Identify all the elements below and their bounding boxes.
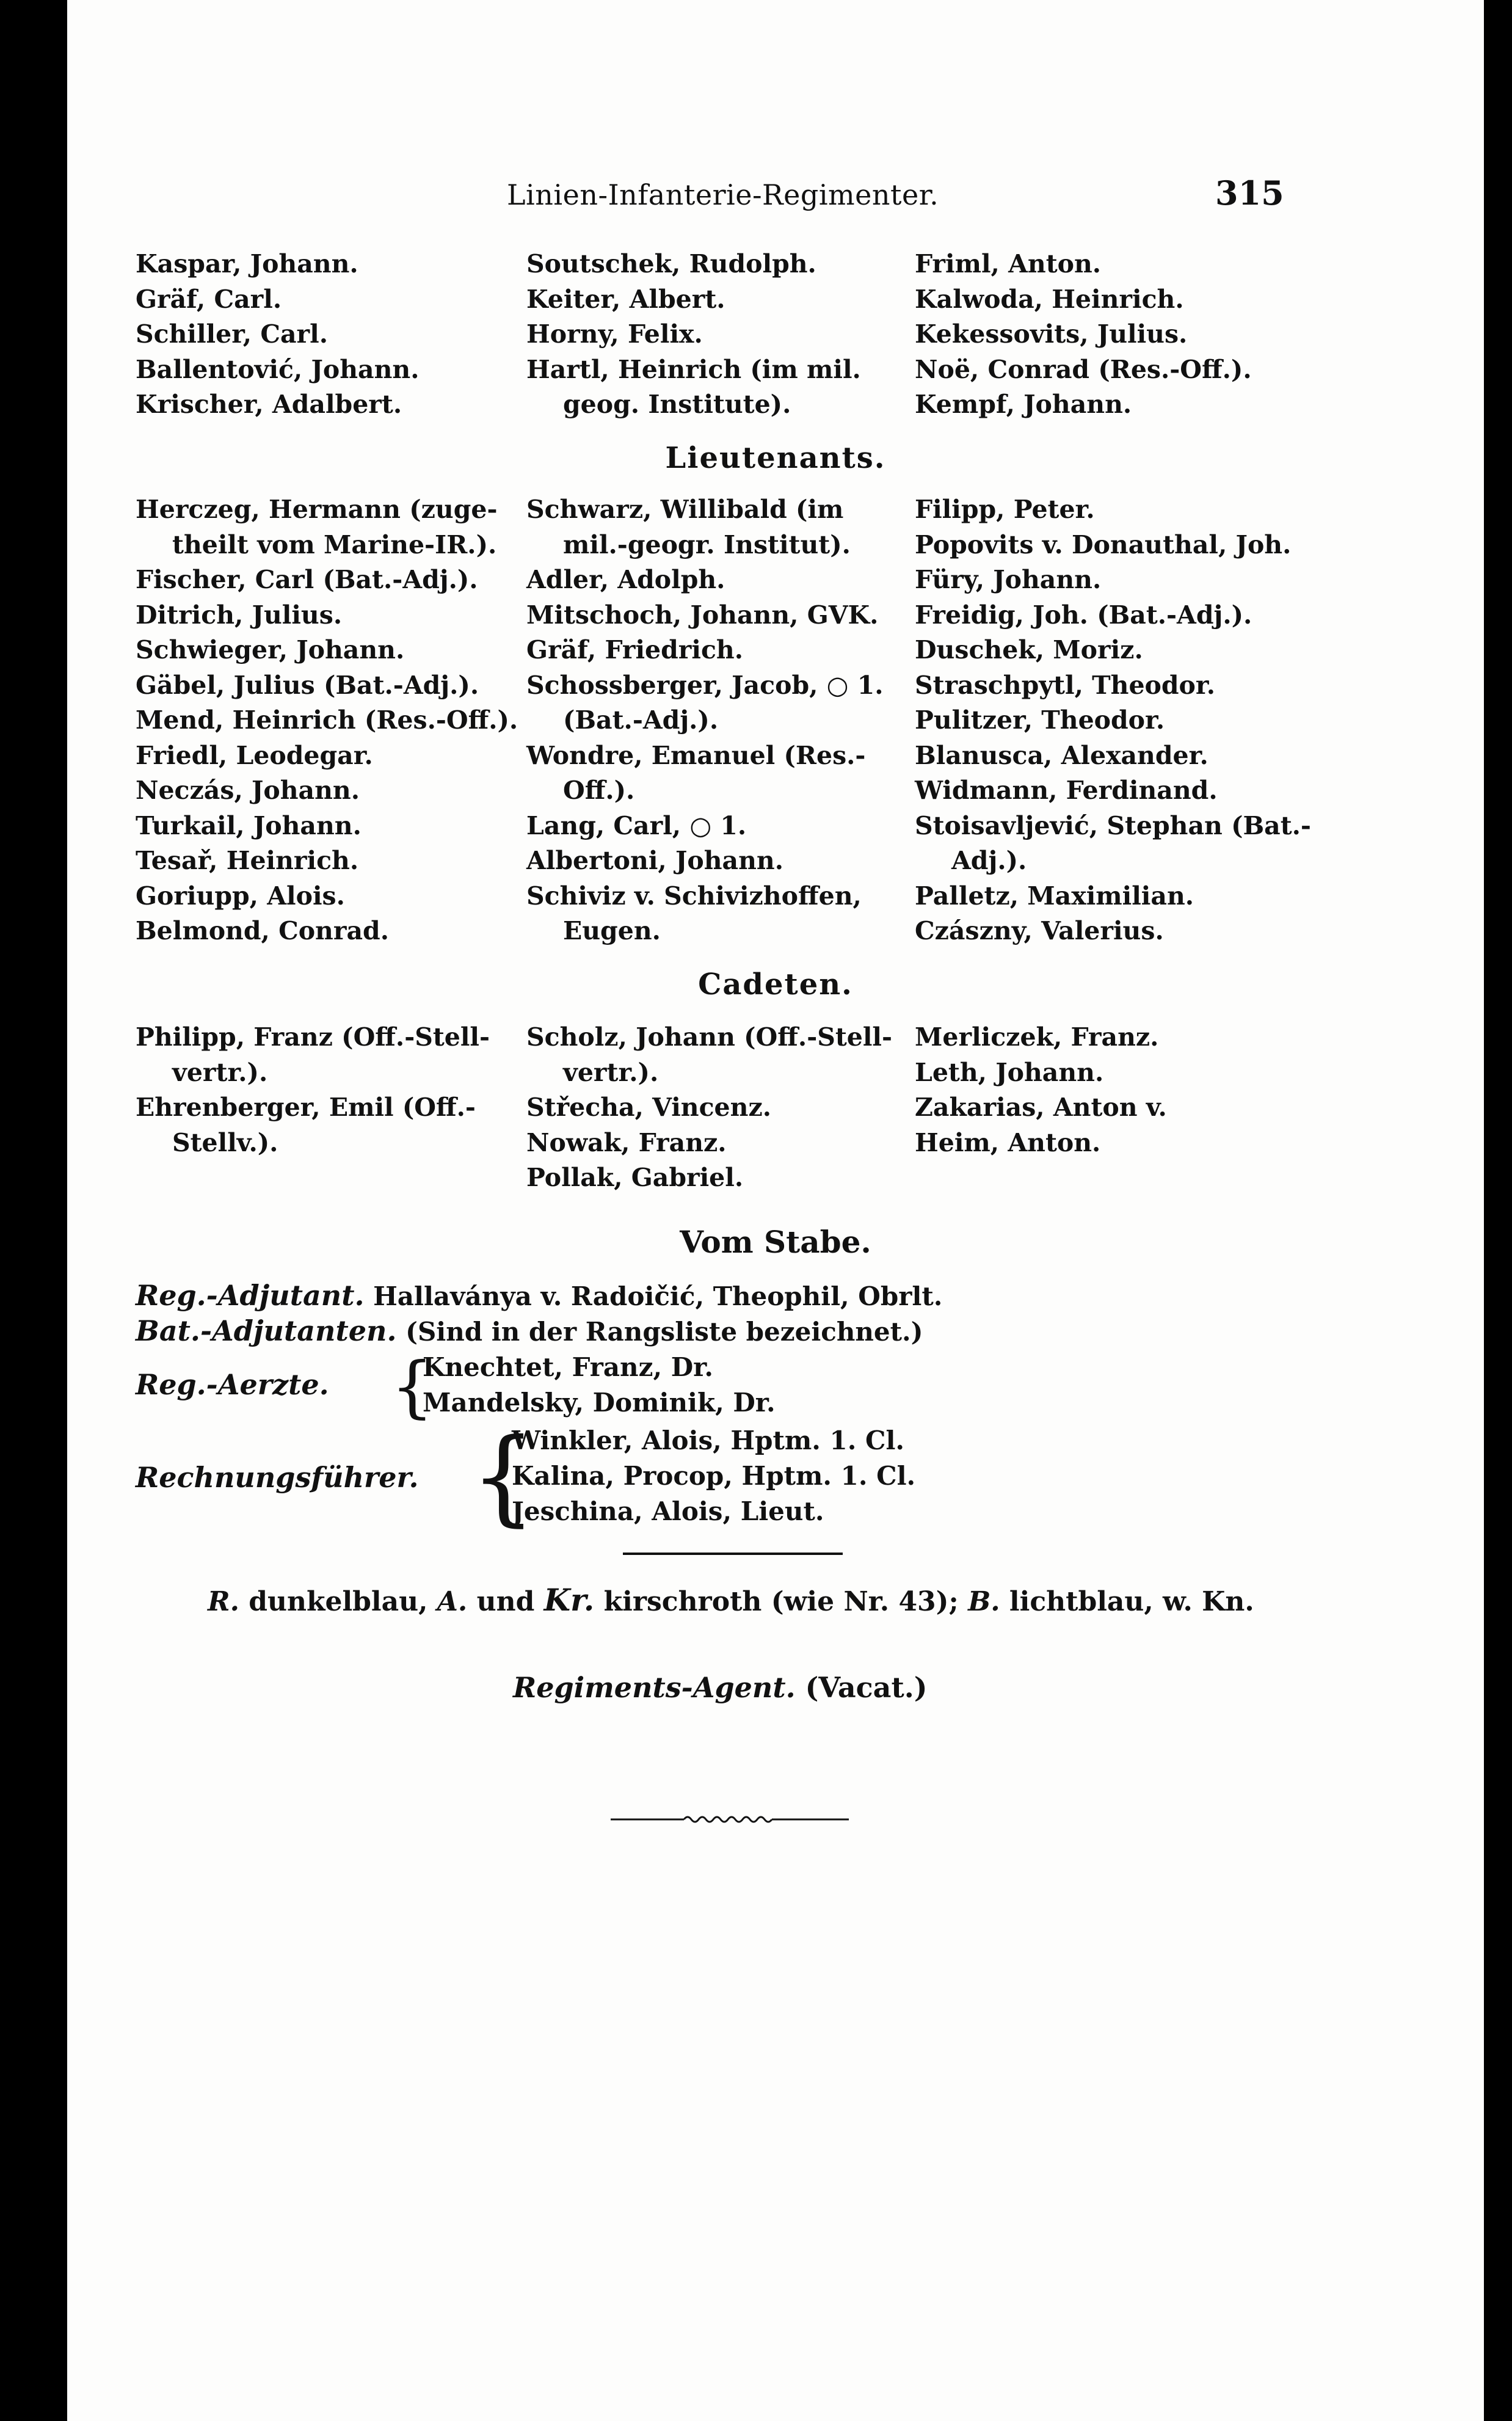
list-item: Schiviz v. Schivizhoffen, xyxy=(526,881,862,911)
list-item: Tesař, Heinrich. xyxy=(136,846,359,875)
rechnungsfuehrer-3: Jeschina, Alois, Lieut. xyxy=(512,1496,824,1526)
list-item: Wondre, Emanuel (Res.- xyxy=(526,740,866,770)
list-item: Soutschek, Rudolph. xyxy=(526,249,816,279)
rechnungsfuehrer-2: Kalina, Procop, Hptm. 1. Cl. xyxy=(512,1461,916,1491)
rechnungsfuehrer-label: Rechnungsführer. xyxy=(136,1461,419,1494)
cadeten-heading: Cadeten. xyxy=(698,967,853,1002)
list-item: vertr.). xyxy=(172,1057,268,1087)
list-item: Duschek, Moriz. xyxy=(915,635,1143,664)
list-item: Noë, Conrad (Res.-Off.). xyxy=(915,354,1252,384)
list-item: (Bat.-Adj.). xyxy=(563,705,719,735)
list-item: Keiter, Albert. xyxy=(526,284,725,314)
r-text: dunkelblau, xyxy=(249,1586,428,1617)
list-item: Schossberger, Jacob, ○ 1. xyxy=(526,670,884,700)
end-ornament-icon xyxy=(611,1810,849,1829)
uniform-line xyxy=(208,1582,1254,1618)
list-item: Straschpytl, Theodor. xyxy=(915,670,1215,700)
list-item: Schwieger, Johann. xyxy=(136,635,405,664)
b-label: B. xyxy=(968,1586,1000,1617)
list-item: Merliczek, Franz. xyxy=(915,1022,1159,1052)
kr-text: kirschroth (wie Nr. 43); xyxy=(603,1586,959,1617)
list-item: Czászny, Valerius. xyxy=(915,916,1164,945)
page-number: 315 xyxy=(1215,173,1284,213)
reg-adjutant-row xyxy=(136,1279,942,1312)
list-item: Kaspar, Johann. xyxy=(136,249,358,279)
list-item: mil.-geogr. Institut). xyxy=(563,530,851,559)
agent-label: Regiments-Agent. xyxy=(513,1671,796,1704)
list-item: Herczeg, Hermann (zuge- xyxy=(136,495,498,524)
list-item: Pollak, Gabriel. xyxy=(526,1163,744,1192)
list-item: Střecha, Vincenz. xyxy=(526,1093,772,1122)
list-item: Schwarz, Willibald (im xyxy=(526,495,844,524)
list-item: Kalwoda, Heinrich. xyxy=(915,284,1184,314)
list-item: Gräf, Friedrich. xyxy=(526,635,744,664)
lieutenants-col-1 xyxy=(136,492,518,949)
list-item: Gäbel, Julius (Bat.-Adj.). xyxy=(136,670,479,700)
list-item: Heim, Anton. xyxy=(915,1127,1101,1157)
reg-adjutant-value: Hallaványa v. Radoičić, Theophil, Obrlt. xyxy=(373,1281,943,1311)
list-item: Albertoni, Johann. xyxy=(526,846,783,875)
a-label: A. xyxy=(437,1586,468,1617)
list-item: Off.). xyxy=(563,776,635,805)
list-item: Filipp, Peter. xyxy=(915,495,1095,524)
a-text: und xyxy=(476,1586,535,1617)
list-item: Blanusca, Alexander. xyxy=(915,740,1209,770)
list-item: Belmond, Conrad. xyxy=(136,916,389,945)
agent-line xyxy=(513,1671,928,1704)
list-item: Leth, Johann. xyxy=(915,1057,1104,1087)
list-item: Füry, Johann. xyxy=(915,565,1102,594)
list-item: Philipp, Franz (Off.-Stell- xyxy=(136,1022,490,1052)
list-item: Scholz, Johann (Off.-Stell- xyxy=(526,1022,893,1052)
reg-aerzte-1: Knechtet, Franz, Dr. xyxy=(423,1352,714,1382)
agent-value: (Vacat.) xyxy=(805,1671,928,1704)
stab-heading: Vom Stabe. xyxy=(680,1224,871,1260)
list-item: Palletz, Maximilian. xyxy=(915,881,1194,911)
list-item: Kekessovits, Julius. xyxy=(915,319,1188,349)
bat-adjutanten-label: Bat.-Adjutanten. xyxy=(136,1314,397,1347)
list-item: Turkail, Johann. xyxy=(136,810,362,840)
reg-aerzte-2: Mandelsky, Dominik, Dr. xyxy=(423,1388,776,1418)
cadeten-col-2 xyxy=(526,1020,917,1196)
kr-label: Kr. xyxy=(543,1582,595,1618)
reg-adjutant-label: Reg.-Adjutant. xyxy=(136,1279,365,1312)
top-col-2 xyxy=(526,247,917,423)
brace-icon: { xyxy=(391,1347,434,1425)
running-title: Linien-Infanterie-Regimenter. xyxy=(507,178,939,211)
top-col-1 xyxy=(136,247,508,423)
list-item: Ballentović, Johann. xyxy=(136,354,420,384)
cadeten-col-1 xyxy=(136,1020,508,1160)
list-item: Neczás, Johann. xyxy=(136,776,360,805)
list-item: Schiller, Carl. xyxy=(136,319,329,349)
lieutenants-col-2 xyxy=(526,492,917,949)
list-item: Stoisavljević, Stephan (Bat.- xyxy=(915,810,1311,840)
list-item: Ditrich, Julius. xyxy=(136,600,343,630)
list-item: Goriupp, Alois. xyxy=(136,881,345,911)
reg-aerzte-label: Reg.-Aerzte. xyxy=(136,1368,329,1401)
list-item: Nowak, Franz. xyxy=(526,1127,727,1157)
list-item: Pulitzer, Theodor. xyxy=(915,705,1165,735)
b-text: lichtblau, w. Kn. xyxy=(1009,1586,1254,1617)
list-item: Fischer, Carl (Bat.-Adj.). xyxy=(136,565,478,594)
list-item: Zakarias, Anton v. xyxy=(915,1093,1167,1122)
list-item: Freidig, Joh. (Bat.-Adj.). xyxy=(915,600,1252,630)
list-item: Ehrenberger, Emil (Off.- xyxy=(136,1093,476,1122)
list-item: Friml, Anton. xyxy=(915,249,1102,279)
rechnungsfuehrer-1: Winkler, Alois, Hptm. 1. Cl. xyxy=(512,1425,905,1455)
list-item: Friedl, Leodegar. xyxy=(136,740,373,770)
list-item: Popovits v. Donauthal, Joh. xyxy=(915,530,1292,559)
list-item: Lang, Carl, ○ 1. xyxy=(526,810,747,840)
list-item: Eugen. xyxy=(563,916,661,945)
brace-icon: { xyxy=(470,1416,537,1537)
list-item: Gräf, Carl. xyxy=(136,284,282,314)
list-item: Kempf, Johann. xyxy=(915,390,1132,419)
divider xyxy=(623,1553,843,1555)
list-item: Horny, Felix. xyxy=(526,319,703,349)
list-item: Widmann, Ferdinand. xyxy=(915,776,1218,805)
list-item: Mitschoch, Johann, GVK. xyxy=(526,600,879,630)
list-item: Adler, Adolph. xyxy=(526,565,725,594)
lieutenants-heading: Lieutenants. xyxy=(665,441,886,475)
bat-adjutanten-row xyxy=(136,1314,923,1347)
bat-adjutanten-value: (Sind in der Rangsliste bezeichnet.) xyxy=(405,1317,923,1347)
list-item: vertr.). xyxy=(563,1057,659,1087)
list-item: Mend, Heinrich (Res.-Off.). xyxy=(136,705,518,735)
list-item: Adj.). xyxy=(951,846,1027,875)
r-label: R. xyxy=(208,1586,239,1617)
list-item: theilt vom Marine-IR.). xyxy=(172,530,497,559)
lieutenants-col-3 xyxy=(915,492,1311,949)
page xyxy=(67,0,1484,2421)
cadeten-col-3 xyxy=(915,1020,1306,1160)
list-item: Hartl, Heinrich (im mil. xyxy=(526,354,861,384)
top-col-3 xyxy=(915,247,1306,423)
list-item: Krischer, Adalbert. xyxy=(136,390,402,419)
list-item: Stellv.). xyxy=(172,1127,278,1157)
list-item: geog. Institute). xyxy=(563,390,791,419)
